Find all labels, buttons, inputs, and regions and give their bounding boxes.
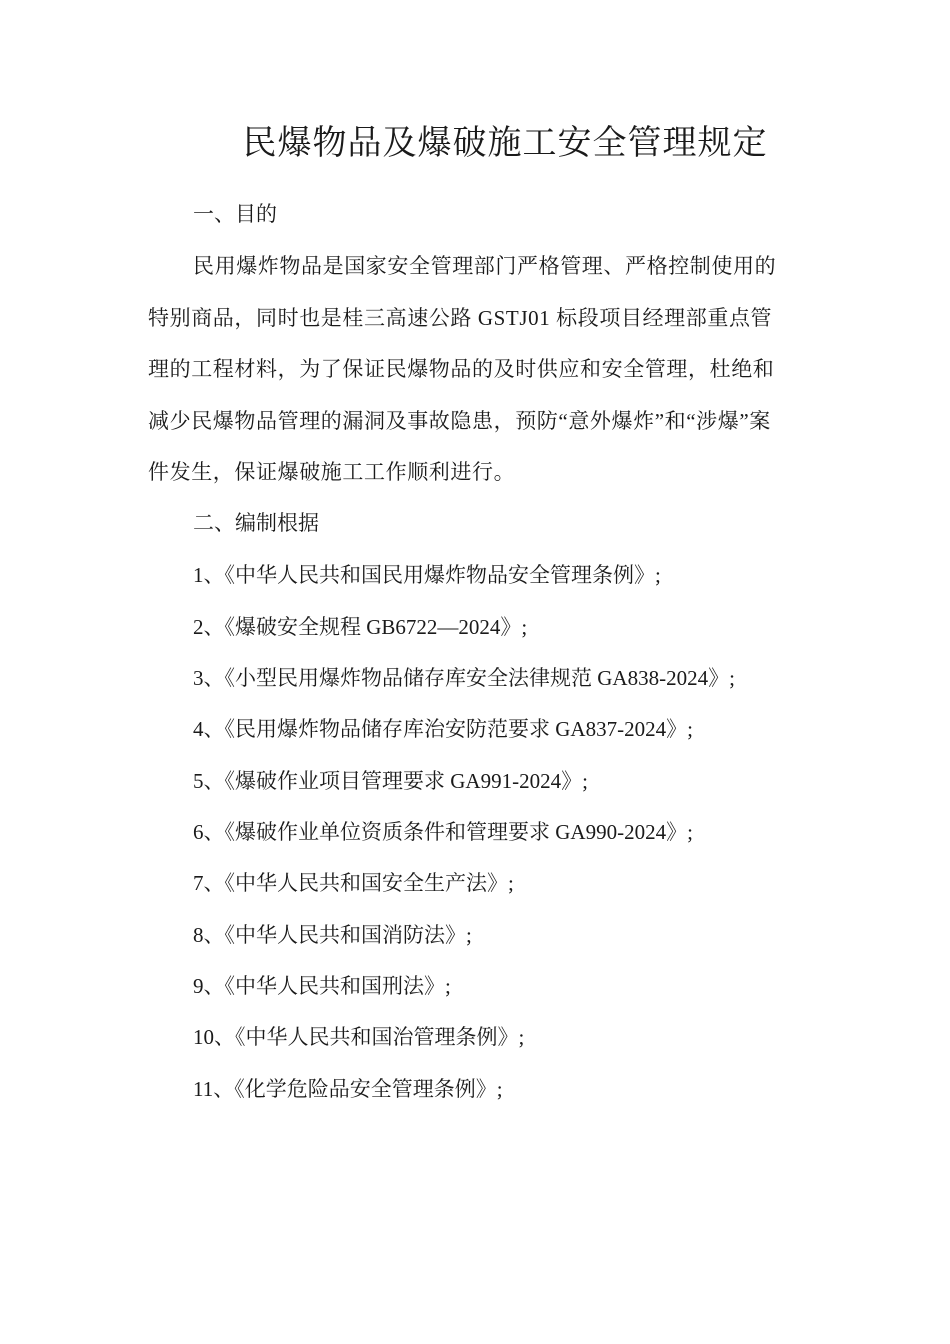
section-heading-basis: 二、编制根据 — [193, 511, 319, 535]
paragraph-line: 减少民爆物品管理的漏洞及事故隐患，预防“意外爆炸”和“涉爆”案 — [148, 409, 771, 433]
basis-list-item: 7、《中华人民共和国安全生产法》; — [193, 871, 514, 895]
section-heading-purpose: 一、目的 — [193, 202, 277, 226]
basis-list-item: 8、《中华人民共和国消防法》; — [193, 923, 472, 947]
basis-list-item: 1、《中华人民共和国民用爆炸物品安全管理条例》; — [193, 563, 661, 587]
basis-list-item: 5、《爆破作业项目管理要求 GA991-2024》; — [193, 769, 588, 793]
paragraph-line: 理的工程材料，为了保证民爆物品的及时供应和安全管理，杜绝和 — [148, 357, 775, 381]
basis-list-item: 6、《爆破作业单位资质条件和管理要求 GA990-2024》; — [193, 820, 693, 844]
basis-list-item: 2、《爆破安全规程 GB6722—2024》; — [193, 615, 528, 639]
basis-list-item: 9、《中华人民共和国刑法》; — [193, 974, 451, 998]
basis-list-item: 4、《民用爆炸物品储存库治安防范要求 GA837-2024》; — [193, 717, 693, 741]
basis-list-item: 11、《化学危险品安全管理条例》; — [193, 1077, 503, 1101]
document-title: 民爆物品及爆破施工安全管理规定 — [242, 125, 768, 162]
paragraph-line: 特别商品，同时也是桂三高速公路 GSTJ01 标段项目经理部重点管 — [148, 306, 773, 330]
basis-list-item: 10、《中华人民共和国治管理条例》; — [193, 1025, 525, 1049]
paragraph-line: 民用爆炸物品是国家安全管理部门严格管理、严格控制使用的 — [193, 254, 777, 278]
basis-list-item: 3、《小型民用爆炸物品储存库安全法律规范 GA838-2024》; — [193, 666, 735, 690]
paragraph-line: 件发生，保证爆破施工工作顺利进行。 — [148, 460, 516, 484]
